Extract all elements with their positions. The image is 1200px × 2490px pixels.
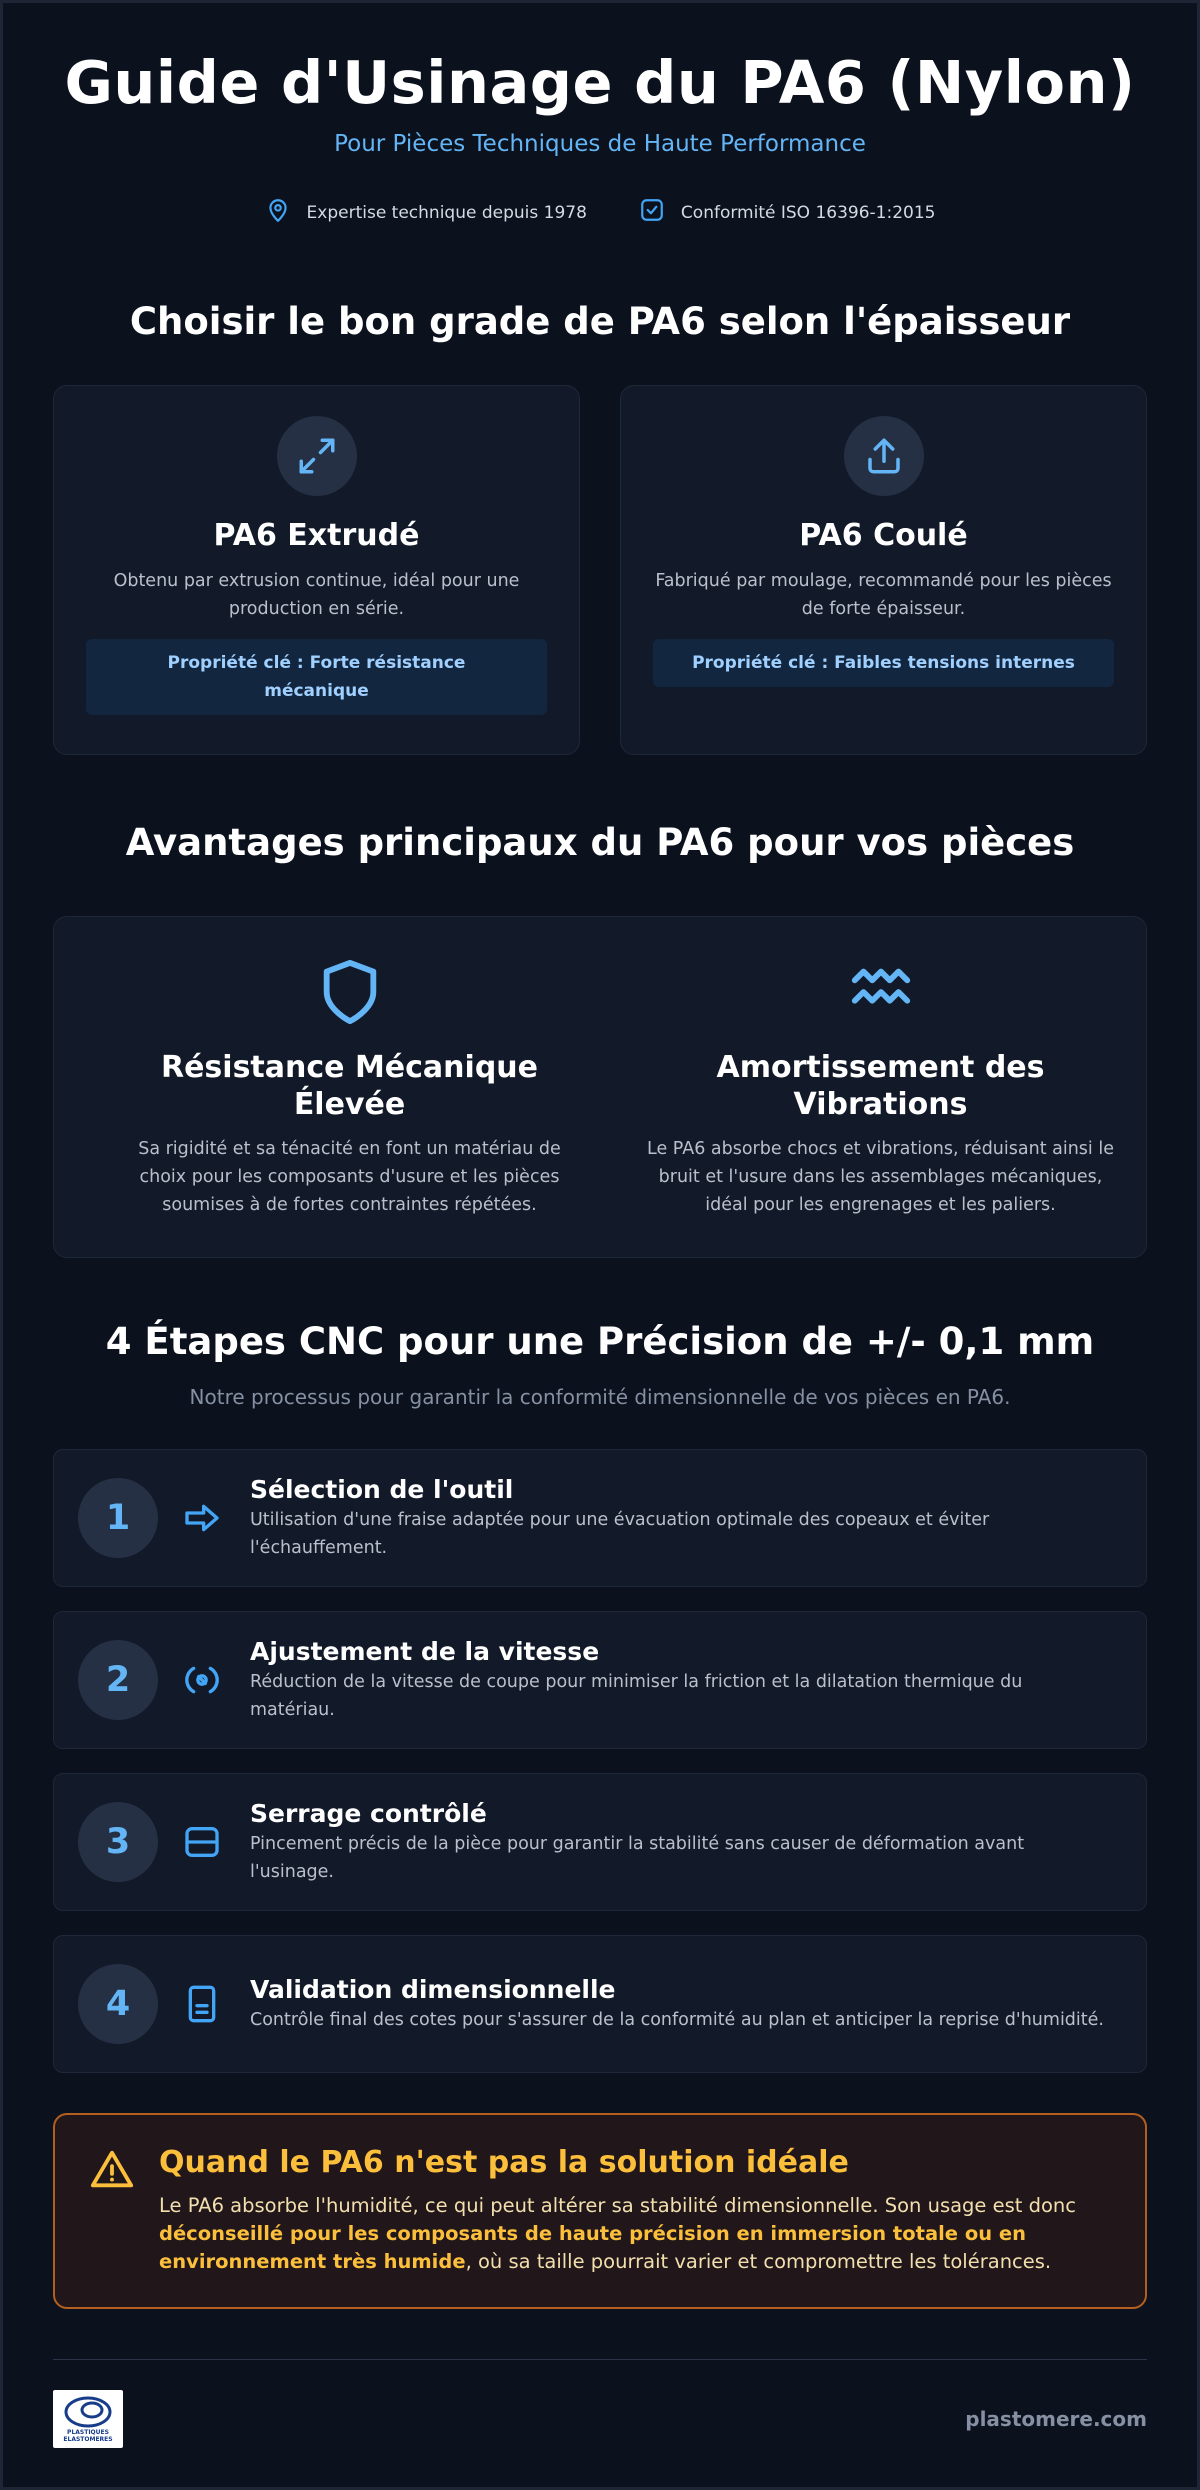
gauge-icon (182, 1660, 234, 1700)
arrow-right-icon (182, 1498, 234, 1538)
step-description: Pincement précis de la pièce pour garantir la stabilité sans causer de déformation avant l'usinage. (250, 1833, 1025, 1882)
grade-cards (3, 385, 1197, 755)
step-number: 2 (78, 1640, 158, 1720)
shield-check-icon (639, 197, 665, 228)
upload-icon (844, 416, 924, 496)
warning-box (53, 2113, 1147, 2309)
site-name: plastomere.com (965, 2407, 1147, 2431)
step-title: Serrage contrôlé (250, 1798, 487, 1828)
page-title: Guide d'Usinage du PA6 (Nylon) (64, 48, 1136, 117)
footer (3, 2360, 1197, 2448)
step-number: 4 (78, 1964, 158, 2044)
step-item (53, 1935, 1147, 2073)
grade-card-cast (620, 385, 1147, 755)
step-description: Réduction de la vitesse de coupe pour minimiser la friction et la dilatation thermique du matériau. (250, 1671, 1023, 1720)
map-pin-icon (265, 197, 291, 228)
grade-card-extruded (53, 385, 580, 755)
advantages-card (53, 916, 1147, 1258)
advantage-title: Résistance Mécanique Élevée (160, 1050, 538, 1122)
step-title: Sélection de l'outil (250, 1474, 514, 1504)
grade-key-property: Propriété clé : Faibles tensions internes (653, 639, 1114, 687)
advantage-description: Sa rigidité et sa ténacité en font un matériau de choix pour les composants d'usure et les pièces soumises à de fortes contraintes répétées. (138, 1139, 561, 1215)
advantages-title: Avantages principaux du PA6 pour vos pièces (125, 821, 1075, 864)
grade-key-property: Propriété clé : Forte résistance mécanique (86, 639, 547, 715)
step-title: Validation dimensionnelle (250, 1974, 616, 2004)
advantage-description: Le PA6 absorbe chocs et vibrations, réduisant ainsi le bruit et l'usure dans les assemblages mécaniques, idéal pour les engrenages et les paliers. (647, 1139, 1114, 1215)
hero-header (3, 3, 1197, 228)
warning-text: Le PA6 absorbe l'humidité, ce qui peut altérer sa stabilité dimensionnelle. Son usage est donc déconseillé pour les composants de haute précision en immersion totale ou en environnement très humide, où sa taille pourrait varier et compromettre les tolérances. (159, 2194, 1077, 2273)
step-description: Contrôle final des cotes pour s'assurer de la conformité au plan et anticiper la reprise d'humidité. (250, 2009, 1104, 2030)
badge-expertise (265, 197, 587, 228)
company-logo (53, 2390, 123, 2448)
advantage-damping (645, 957, 1116, 1257)
waves-icon (846, 1012, 916, 1031)
badge-label: Expertise technique depuis 1978 (306, 202, 587, 223)
steps-title: 4 Étapes CNC pour une Précision de +/- 0,1 mm (105, 1320, 1095, 1363)
badge-iso (639, 197, 936, 228)
grade-description: Fabriqué par moulage, recommandé pour les pièces de forte épaisseur. (655, 571, 1112, 619)
grades-title: Choisir le bon grade de PA6 selon l'épaisseur (129, 300, 1071, 343)
warning-title: Quand le PA6 n'est pas la solution idéale (159, 2145, 849, 2180)
grade-name: PA6 Coulé (799, 518, 968, 553)
steps-list (3, 1449, 1197, 2073)
logo-text: PLASTIQUES ELASTOMERES (63, 2429, 113, 2443)
expand-arrows-icon (277, 416, 357, 496)
step-item (53, 1611, 1147, 1749)
grade-name: PA6 Extrudé (213, 518, 420, 553)
badge-row (3, 197, 1197, 228)
warning-triangle-icon (89, 2145, 135, 2307)
step-title: Ajustement de la vitesse (250, 1636, 600, 1666)
page-subtitle: Pour Pièces Techniques de Haute Performance (334, 131, 866, 157)
clamp-icon (182, 1822, 234, 1862)
step-number: 1 (78, 1478, 158, 1558)
advantage-mechanical (114, 957, 585, 1257)
step-description: Utilisation d'une fraise adaptée pour une évacuation optimale des copeaux et éviter l'échauffement. (250, 1509, 990, 1558)
step-item (53, 1449, 1147, 1587)
grade-description: Obtenu par extrusion continue, idéal pour une production en série. (113, 571, 520, 619)
step-number: 3 (78, 1802, 158, 1882)
shield-icon (315, 1012, 385, 1031)
advantage-title: Amortissement des Vibrations (716, 1050, 1045, 1122)
badge-label: Conformité ISO 16396-1:2015 (680, 202, 936, 223)
steps-subtitle: Notre processus pour garantir la conformité dimensionnelle de vos pièces en PA6. (189, 1385, 1011, 1409)
warning-emphasis: déconseillé pour les composants de haute précision en immersion totale ou en environnement très humide (159, 2222, 1026, 2273)
step-item (53, 1773, 1147, 1911)
document-icon (182, 1984, 234, 2024)
